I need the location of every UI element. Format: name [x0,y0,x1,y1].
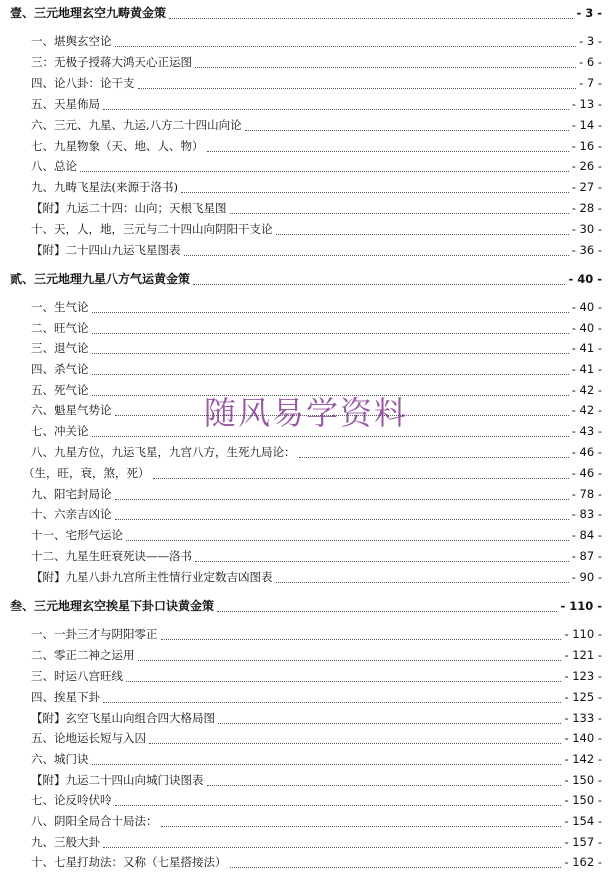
toc-entry[interactable] [0,748,602,770]
toc-entry[interactable] [0,483,602,505]
toc-entry-title: （生，旺，衰，煞，死） [23,466,150,480]
toc-entry-title: 【附】九星八卦九宫所主性情行业定数吉凶图表 [31,570,273,584]
toc-entry-title: 【附】二十四山九运飞星图表 [31,243,181,257]
toc-entry-title: 九、九畴飞星法(来源于洛书) [31,180,178,194]
toc-entry-page-number: - 110 - [564,627,602,641]
dot-leader [92,435,569,437]
dot-leader [230,212,569,214]
toc-entry-title: 七、论反呤伏呤 [31,793,112,807]
toc-entry-title: 十、天，人，地，三元与二十四山向阴阳干支论 [31,222,273,236]
dot-leader [181,191,569,193]
toc-chapter-entry[interactable] [0,2,602,24]
toc-entry-title: 【附】九运二十四山向城门诀图表 [31,773,204,787]
toc-entry-page-number: - 78 - [571,487,602,501]
toc-entry[interactable] [0,727,602,749]
dot-leader [193,283,565,285]
toc-entry-title: 壹、三元地理玄空九畴黄金策 [10,6,167,20]
toc-entry-title: 五、论地运长短与入囚 [31,731,146,745]
toc-entry[interactable] [0,317,602,339]
dot-leader [92,311,569,313]
toc-entry-title: 四、挨星下卦 [31,690,100,704]
toc-entry[interactable] [0,441,602,463]
toc-entry-page-number: - 150 - [564,793,602,807]
dot-leader [153,477,569,479]
toc-entry-page-number: - 83 - [571,507,602,521]
toc-entry-page-number: - 84 - [571,528,602,542]
dot-leader [115,45,577,47]
toc-entry-page-number: - 125 - [564,690,602,704]
toc-entry-title: 九、三般大卦 [31,835,100,849]
toc-entry-page-number: - 140 - [564,731,602,745]
dot-leader [161,825,562,827]
toc-entry-page-number: - 87 - [571,549,602,563]
toc-entry-page-number: - 43 - [571,424,602,438]
dot-leader [230,866,562,868]
toc-entry-title: 五、天星佈局 [31,97,100,111]
toc-entry-page-number: - 41 - [571,362,602,376]
dot-leader [92,763,562,765]
toc-entry-page-number: - 40 - [571,300,602,314]
dot-leader [115,804,562,806]
dot-leader [138,87,577,89]
toc-entry[interactable] [0,644,602,666]
dot-leader [161,638,562,640]
toc-entry-page-number: - 6 - [579,55,602,69]
toc-entry-page-number: - 42 - [571,383,602,397]
toc-chapter-entry[interactable] [0,268,602,290]
dot-leader [92,373,569,375]
toc-entry-page-number: - 142 - [564,752,602,766]
toc-entry-title: 十一、宅形气运论 [31,528,123,542]
dot-leader [195,560,569,562]
toc-entry[interactable] [0,789,602,811]
toc-entry[interactable] [0,707,602,729]
toc-entry[interactable] [0,462,602,484]
dot-leader [149,742,561,744]
toc-entry-page-number: - 27 - [571,180,602,194]
toc-entry-title: 一、一卦三才与阴阳零正 [31,627,158,641]
toc-entry[interactable] [0,566,602,588]
toc-entry-page-number: - 14 - [571,118,602,132]
toc-entry-page-number: - 36 - [571,243,602,257]
toc-entry[interactable] [0,503,602,525]
toc-entry[interactable] [0,72,602,94]
toc-entry-title: 九、阳宅封局论 [31,487,112,501]
dot-leader [126,539,569,541]
toc-entry-page-number: - 3 - [579,34,602,48]
toc-entry-title: 一、生气论 [31,300,89,314]
toc-entry[interactable] [0,155,602,177]
dot-leader [115,414,569,416]
toc-entry-title: 三、时运八宫旺线 [31,669,123,683]
toc-entry-page-number: - 16 - [571,139,602,153]
toc-entry[interactable] [0,399,602,421]
toc-entry-page-number: - 41 - [571,341,602,355]
toc-entry[interactable] [0,665,602,687]
toc-entry-page-number: - 7 - [579,76,602,90]
toc-entry[interactable] [0,831,602,853]
toc-entry-page-number: - 150 - [564,773,602,787]
toc-entry-title: 二、零正二神之运用 [31,648,135,662]
toc-entry-page-number: - 157 - [564,835,602,849]
toc-entry-page-number: - 3 - [576,6,602,20]
toc-entry[interactable] [0,93,602,115]
toc-chapter-entry[interactable] [0,595,602,617]
toc-entry-title: 四、杀气论 [31,362,89,376]
toc-entry-title: 八、九星方位，九运飞星，九宫八方，生死九局论： [31,445,296,459]
toc-entry[interactable] [0,51,602,73]
dot-leader [276,233,569,235]
toc-entry[interactable] [0,524,602,546]
dot-leader [207,784,562,786]
toc-entry[interactable] [0,379,602,401]
toc-entry[interactable] [0,420,602,442]
toc-entry[interactable] [0,851,602,873]
toc-entry[interactable] [0,239,602,261]
dot-leader [299,456,569,458]
toc-entry-page-number: - 40 - [571,321,602,335]
toc-entry-title: 十二、九星生旺衰死诀——洛书 [31,549,192,563]
toc-entry-title: 八、阴阳全局合十局法： [31,814,158,828]
dot-leader [103,701,561,703]
dot-leader [80,170,569,172]
toc-entry[interactable] [0,337,602,359]
toc-entry-page-number: - 154 - [564,814,602,828]
toc-entry-page-number: - 46 - [571,445,602,459]
toc-entry-page-number: - 30 - [571,222,602,236]
toc-entry-page-number: - 162 - [564,855,602,869]
toc-entry-page-number: - 133 - [564,711,602,725]
toc-entry-title: 十、七星打劫法：又称（七星搭接法） [31,855,227,869]
watermark-text: 随风易学资料 [203,394,408,432]
toc-entry-title: 十、六亲吉凶论 [31,507,112,521]
dot-leader [103,846,561,848]
toc-entry[interactable] [0,296,602,318]
dot-leader [92,332,569,334]
dot-leader [126,680,561,682]
toc-entry-title: 四、论八卦：论干支 [31,76,135,90]
toc-entry-page-number: - 123 - [564,669,602,683]
toc-entry-title: 五、死气论 [31,383,89,397]
dot-leader [276,581,569,583]
toc-entry-page-number: - 13 - [571,97,602,111]
toc-entry-title: 七、九星物象（天、地、人、物） [31,139,204,153]
toc-entry[interactable] [0,545,602,567]
toc-entry[interactable] [0,176,602,198]
dot-leader [92,352,569,354]
toc-entry-title: 六、城门诀 [31,752,89,766]
dot-leader [195,66,576,68]
toc-entry[interactable] [0,358,602,380]
toc-entry-title: 贰、三元地理九星八方气运黄金策 [10,272,191,286]
toc-entry-title: 八、总论 [31,159,77,173]
dot-leader [92,394,569,396]
toc-entry-page-number: - 42 - [571,403,602,417]
toc-entry[interactable] [0,218,602,240]
toc-entry[interactable] [0,769,602,791]
dot-leader [184,254,569,256]
toc-entry-page-number: - 110 - [560,599,602,613]
toc-entry-title: 三、退气论 [31,341,89,355]
toc-entry[interactable] [0,135,602,157]
toc-entry-page-number: - 26 - [571,159,602,173]
toc-entry[interactable] [0,686,602,708]
toc-entry[interactable] [0,30,602,52]
toc-entry-title: 叁、三元地理玄空挨星下卦口诀黄金策 [10,599,215,613]
dot-leader [115,518,569,520]
toc-entry-title: 六、魁星气势论 [31,403,112,417]
toc-entry[interactable] [0,197,602,219]
dot-leader [103,108,569,110]
toc-entry[interactable] [0,623,602,645]
toc-entry-title: 【附】九运二十四：山向；天根飞星图 [31,201,227,215]
dot-leader [218,722,561,724]
dot-leader [115,498,569,500]
toc-entry-title: 二、旺气论 [31,321,89,335]
toc-entry-title: 一、堪舆玄空论 [31,34,112,48]
dot-leader [217,610,557,612]
toc-entry-title: 【附】玄空飞星山向组合四大格局图 [31,711,215,725]
toc-entry[interactable] [0,810,602,832]
toc-entry-page-number: - 28 - [571,201,602,215]
toc-entry-page-number: - 40 - [568,272,602,286]
toc-entry-title: 六、三元、九星、九运,八方二十四山向论 [31,118,242,132]
toc-entry[interactable] [0,114,602,136]
toc-entry-page-number: - 90 - [571,570,602,584]
dot-leader [169,17,573,19]
toc-entry-page-number: - 46 - [571,466,602,480]
toc-entry-title: 三：无极子授蒋大鸿天心正运图 [31,55,192,69]
toc-entry-title: 七、冲关论 [31,424,89,438]
dot-leader [245,129,569,131]
dot-leader [207,150,569,152]
dot-leader [138,659,562,661]
toc-entry-page-number: - 121 - [564,648,602,662]
